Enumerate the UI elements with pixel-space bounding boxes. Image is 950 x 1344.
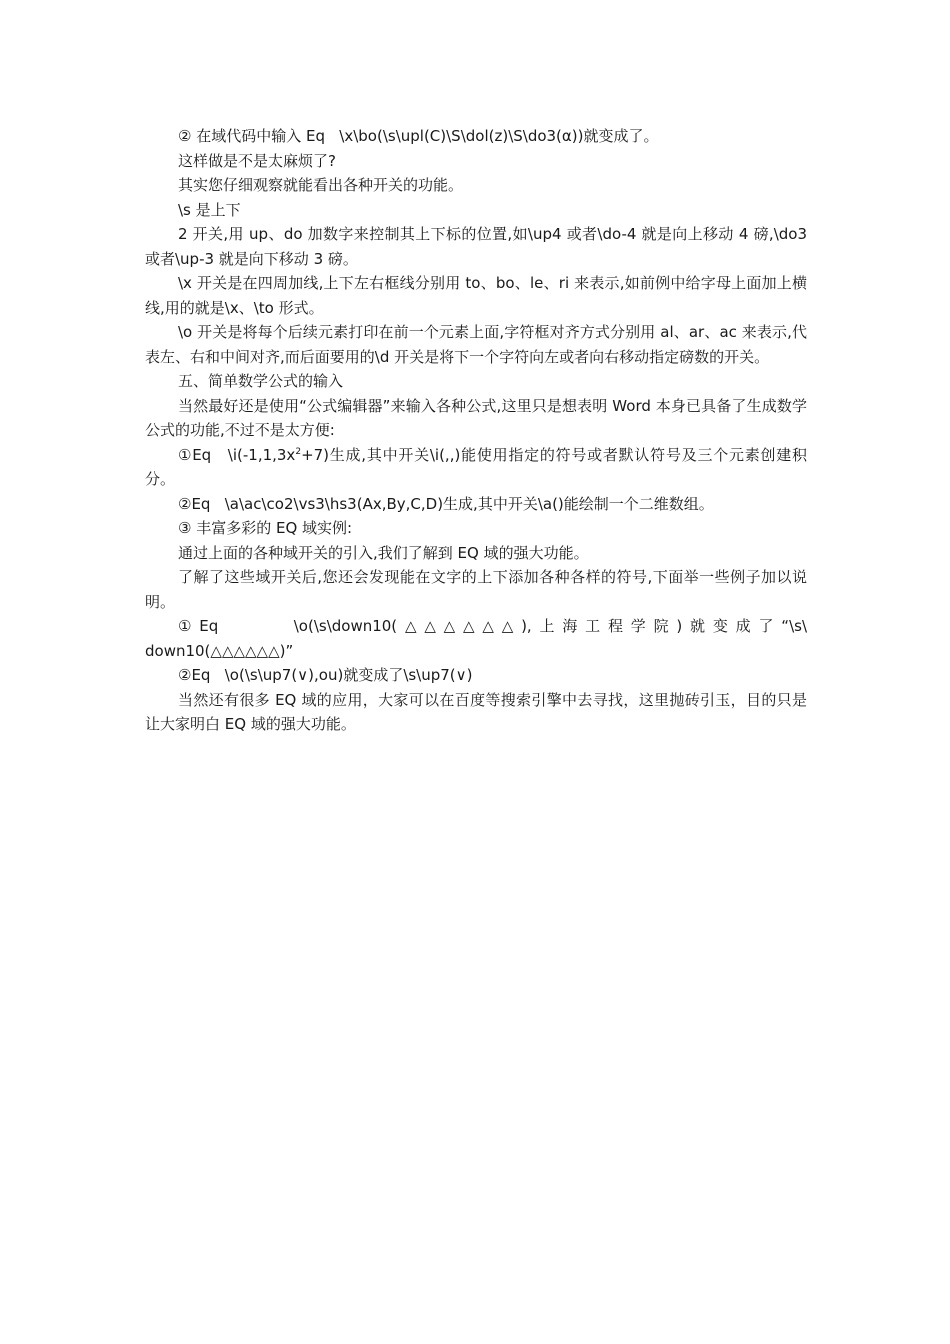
paragraph-overlay-example-line-1: ①Eq \o(\s\down10(△△△△△△),上海工程学院)就变成了“\s\ <box>178 617 807 635</box>
paragraph-eq-examples-heading: ③ 丰富多彩的 EQ 域实例: <box>178 519 353 537</box>
paragraph-up-do-explanation: 2 开关,用 up、do 加数字来控制其上下标的位置,如\up4 或者\do-4 就是向上移动 4 磅,\do3 或者\up-3 就是向下移动 3 磅。 <box>145 225 807 268</box>
paragraph-s-switch: \s 是上下 <box>178 200 241 219</box>
paragraph-o-switch: \o 开关是将每个后续元素打印在前一个元素上面,字符框对齐方式分别用 al、ar、ac 来表示,代表左、右和中间对齐,而后面要用的\d 开关是将下一个字符向左或者向右移动指定磅数的开关。 <box>145 323 807 366</box>
paragraph-x-switch: \x 开关是在四周加线,上下左右框线分别用 to、bo、le、ri 来表示,如前例中给字母上面加上横线,用的就是\x、\to 形式。 <box>145 274 807 317</box>
integral-example-part-1: ①Eq \i(-1,1,3x <box>178 445 296 464</box>
paragraph-observe-switches: 其实您仔细观察就能看出各种开关的功能。 <box>178 176 464 194</box>
paragraph-array-example: ②Eq \a\ac\co2\vs3\hs3(Ax,By,C,D)生成,其中开关\a()能绘制一个二维数组。 <box>178 494 714 513</box>
paragraph-formula-editor: 当然最好还是使用“公式编辑器”来输入各种公式,这里只是想表明 Word 本身已具备了生成数学公式的功能,不过不是太方便: <box>145 396 807 439</box>
paragraph-symbols-intro: 了解了这些域开关后,您还会发现能在文字的上下添加各种各样的符号,下面举一些例子加以说明。 <box>145 568 807 611</box>
paragraph-check-example: ②Eq \o(\s\up7(∨),ou)就变成了\s\up7(∨) <box>178 666 473 684</box>
paragraph-overlay-example-line-2: down10(△△△△△△)” <box>145 641 294 660</box>
paragraph-integral-example <box>145 443 807 492</box>
paragraph-too-troublesome: 这样做是不是太麻烦了? <box>178 151 336 170</box>
paragraph-eq-power: 通过上面的各种域开关的引入,我们了解到 EQ 域的强大功能。 <box>178 543 589 562</box>
document-body <box>145 124 807 737</box>
superscript-exponent: 2 <box>295 446 302 457</box>
paragraph-field-code-input: ② 在域代码中输入 Eq \x\bo(\s\upl(C)\S\dol(z)\S\do3(α))就变成了。 <box>178 127 659 145</box>
paragraph-closing: 当然还有很多 EQ 域的应用，大家可以在百度等搜索引擎中去寻找，这里抛砖引玉，目的只是让大家明白 EQ 域的强大功能。 <box>145 690 807 733</box>
integral-example-part-2: +7)生成,其中开关\i(,,)能使用指定的符号或者默认符号及三个元素创建积分。 <box>145 445 808 488</box>
section-heading-math-formula: 五、简单数学公式的输入 <box>178 372 344 390</box>
